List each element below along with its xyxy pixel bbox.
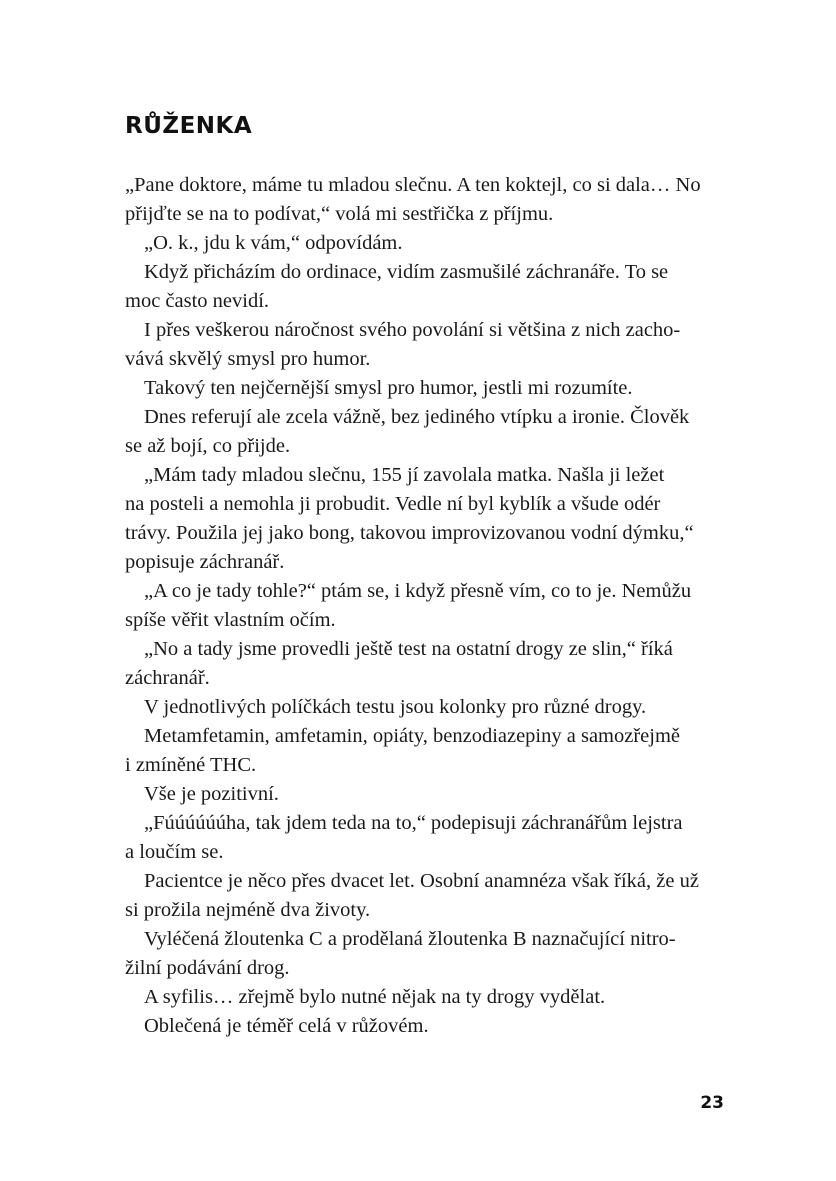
text-line: i zmíněné THC. — [125, 754, 257, 776]
text-line: Vyléčená žloutenka C a prodělaná žloutenka B naznačující nitro- — [144, 928, 676, 950]
text-line: Dnes referují ale zcela vážně, bez jediného vtípku a ironie. Člověk — [144, 406, 690, 428]
text-line: Oblečená je téměř celá v růžovém. — [144, 1015, 429, 1037]
text-line: přijďte se na to podívat,“ volá mi sestřička z příjmu. — [125, 203, 554, 225]
text-line: spíše věřit vlastním očím. — [125, 609, 336, 631]
text-line: vává skvělý smysl pro humor. — [125, 348, 371, 370]
text-line: „Mám tady mladou slečnu, 155 jí zavolala matka. Našla ji ležet — [144, 464, 665, 486]
text-line: trávy. Použila jej jako bong, takovou improvizovanou vodní dýmku,“ — [125, 522, 694, 544]
text-line: moc často nevidí. — [125, 290, 270, 312]
text-line: na posteli a nemohla ji probudit. Vedle ní byl kyblík a všude odér — [125, 493, 661, 515]
text-line: Vše je pozitivní. — [144, 783, 279, 805]
text-line: A syfilis… zřejmě bylo nutné nějak na ty drogy vydělat. — [144, 986, 606, 1008]
text-line: popisuje záchranář. — [125, 551, 285, 573]
text-line: „Pane doktore, máme tu mladou slečnu. A ten koktejl, co si dala… No — [125, 174, 701, 196]
text-line: „O. k., jdu k vám,“ odpovídám. — [144, 232, 403, 254]
text-line: Takový ten nejčernější smysl pro humor, jestli mi rozumíte. — [144, 377, 633, 399]
text-line: „A co je tady tohle?“ ptám se, i když přesně vím, co to je. Nemůžu — [144, 580, 692, 602]
text-line: „Fúúúúúúha, tak jdem teda na to,“ podepisuji záchranářům lejstra — [144, 812, 683, 834]
text-line: „No a tady jsme provedli ještě test na ostatní drogy ze slin,“ říká — [144, 638, 673, 660]
chapter-body — [125, 171, 725, 1041]
text-line: I přes veškerou náročnost svého povolání si většina z nich zacho- — [144, 319, 681, 341]
page-number: 23 — [700, 1093, 724, 1113]
text-line: se až bojí, co přijde. — [125, 435, 291, 457]
text-line: žilní podávání drog. — [125, 957, 290, 979]
text-line: Pacientce je něco přes dvacet let. Osobní anamnéza však říká, že už — [144, 870, 699, 892]
text-line: záchranář. — [125, 667, 210, 689]
text-line: si prožila nejméně dva životy. — [125, 899, 371, 921]
chapter-title: RŮŽENKA — [125, 113, 253, 139]
text-line: a loučím se. — [125, 841, 224, 863]
text-line: Metamfetamin, amfetamin, opiáty, benzodiazepiny a samozřejmě — [144, 725, 681, 747]
text-line: Když přicházím do ordinace, vidím zasmušilé záchranáře. To se — [144, 261, 669, 283]
text-line: V jednotlivých políčkách testu jsou kolonky pro různé drogy. — [144, 696, 647, 718]
